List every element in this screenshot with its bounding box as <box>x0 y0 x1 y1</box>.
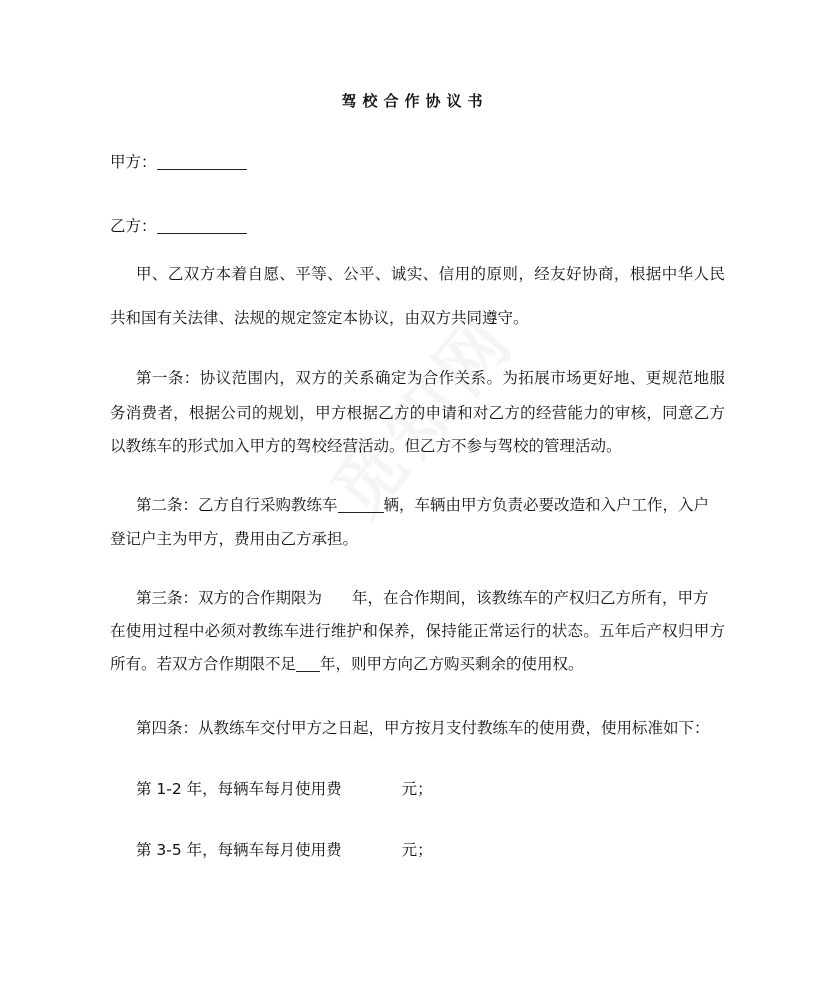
article3-text: 第三条：双方的合作期限为 <box>136 589 323 607</box>
article1-line: 第一条：协议范围内，双方的关系确定为合作关系。为拓展市场更好地、更规范地服 <box>136 369 725 387</box>
party-a-blank <box>157 153 247 170</box>
min-term-blank <box>296 655 320 672</box>
article3-line <box>110 654 584 674</box>
article4-line: 第四条：从教练车交付甲方之日起，甲方按月支付教练车的使用费，使用标准如下： <box>136 719 710 737</box>
article2-line <box>136 495 709 515</box>
fee-unit: 元； <box>401 780 433 798</box>
article1-line: 务消费者，根据公司的规划，甲方根据乙方的申请和对乙方的经营能力的审核，同意乙方 <box>110 404 725 422</box>
party-b-line <box>110 216 247 236</box>
article3-text: 年，则甲方向乙方购买剩余的使用权。 <box>320 655 584 673</box>
fee-line-2 <box>136 840 433 860</box>
party-b-label: 乙方： <box>110 217 157 235</box>
document-title: 驾校合作协议书 <box>341 92 489 110</box>
preamble-line: 甲、乙双方本着自愿、平等、公平、诚实、信用的原则，经友好协商，根据中华人民 <box>136 265 725 283</box>
fee-label: 第 3-5 年，每辆车每月使用费 <box>136 841 342 859</box>
fee-label: 第 1-2 年，每辆车每月使用费 <box>136 780 342 798</box>
article3-line: 在使用过程中必须对教练车进行维护和保养，保持能正常运行的状态。五年后产权归甲方 <box>110 622 725 640</box>
party-a-line <box>110 152 247 172</box>
preamble-line: 共和国有关法律、法规的规定签定本协议，由双方共同遵守。 <box>110 309 529 327</box>
article3-text: 所有。若双方合作期限不足 <box>110 655 297 673</box>
fee-line-1 <box>136 779 433 799</box>
fee-unit: 元； <box>401 841 433 859</box>
party-a-label: 甲方： <box>110 153 157 171</box>
article3-line <box>136 588 709 608</box>
article3-text: 年，在合作期间，该教练车的产权归乙方所有，甲方 <box>352 589 709 607</box>
article2-text: 第二条：乙方自行采购教练车 <box>136 496 338 514</box>
article1-line: 以教练车的形式加入甲方的驾校经营活动。但乙方不参与驾校的管理活动。 <box>110 437 622 455</box>
article2-text: 辆，车辆由甲方负责必要改造和入户工作，入户 <box>383 496 710 514</box>
party-b-blank <box>157 217 247 234</box>
article2-line: 登记户主为甲方，费用由乙方承担。 <box>110 530 359 548</box>
vehicle-count-blank <box>338 496 384 513</box>
